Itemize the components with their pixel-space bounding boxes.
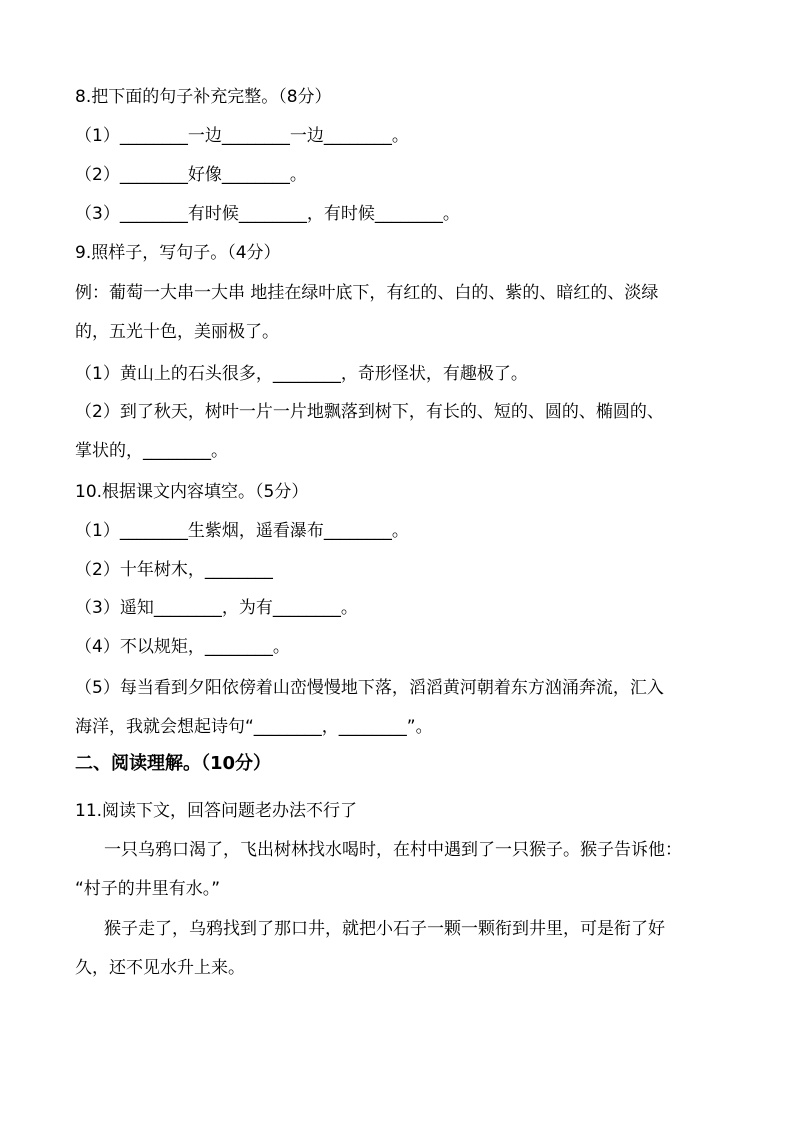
section-2-title: 二、阅读理解。（10分） bbox=[75, 753, 272, 774]
q8-item-3: （3）________有时候________，有时候________。 bbox=[75, 204, 460, 224]
q9-example-line-2: 的，五光十色，美丽极了。 bbox=[75, 322, 279, 342]
q10-item-5-line-2: 海洋，我就会想起诗句“________，________”。 bbox=[75, 717, 433, 737]
q10-item-1: （1）________生紫烟，遥看瀑布________。 bbox=[75, 521, 409, 541]
q11-paragraph-1-line-1: 一只乌鸦口渴了，飞出树林找水喝时，在村中遇到了一只猴子。猴子告诉他： bbox=[104, 840, 682, 860]
q9-item-1: （1）黄山上的石头很多，________，奇形怪状，有趣极了。 bbox=[75, 364, 528, 384]
q8-item-2: （2）________好像________。 bbox=[75, 165, 307, 185]
q9-example-line-1: 例：葡萄一大串一大串 地挂在绿叶底下，有红的、白的、紫的、暗红的、淡绿 bbox=[75, 283, 659, 303]
q9-title: 9.照样子，写句子。（4分） bbox=[75, 243, 281, 263]
q10-title: 10.根据课文内容填空。（5分） bbox=[75, 482, 309, 502]
q10-item-2: （2）十年树木，________ bbox=[75, 560, 273, 580]
q11-paragraph-2-line-2: 久，还不见水升上来。 bbox=[75, 958, 245, 978]
q10-item-4: （4）不以规矩，________。 bbox=[75, 637, 290, 657]
q10-item-3: （3）遥知________，为有________。 bbox=[75, 598, 358, 618]
q10-item-5-line-1: （5）每当看到夕阳依傍着山峦慢慢地下落，滔滔黄河朝着东方汹涌奔流，汇入 bbox=[75, 678, 664, 698]
q8-title: 8.把下面的句子补充完整。（8分） bbox=[75, 87, 332, 107]
q9-item-2-line-1: （2）到了秋天，树叶一片一片地飘落到树下，有长的、短的、圆的、椭圆的、 bbox=[75, 402, 664, 422]
q9-item-2-line-2: 掌状的，________。 bbox=[75, 441, 228, 461]
q11-paragraph-1-line-2: “村子的井里有水。” bbox=[75, 879, 221, 899]
q8-item-1: （1）________一边________一边________。 bbox=[75, 126, 409, 146]
q11-title: 11.阅读下文，回答问题老办法不行了 bbox=[75, 801, 358, 821]
q11-paragraph-2-line-1: 猴子走了，乌鸦找到了那口井，就把小石子一颗一颗衔到井里，可是衔了好 bbox=[104, 919, 665, 939]
